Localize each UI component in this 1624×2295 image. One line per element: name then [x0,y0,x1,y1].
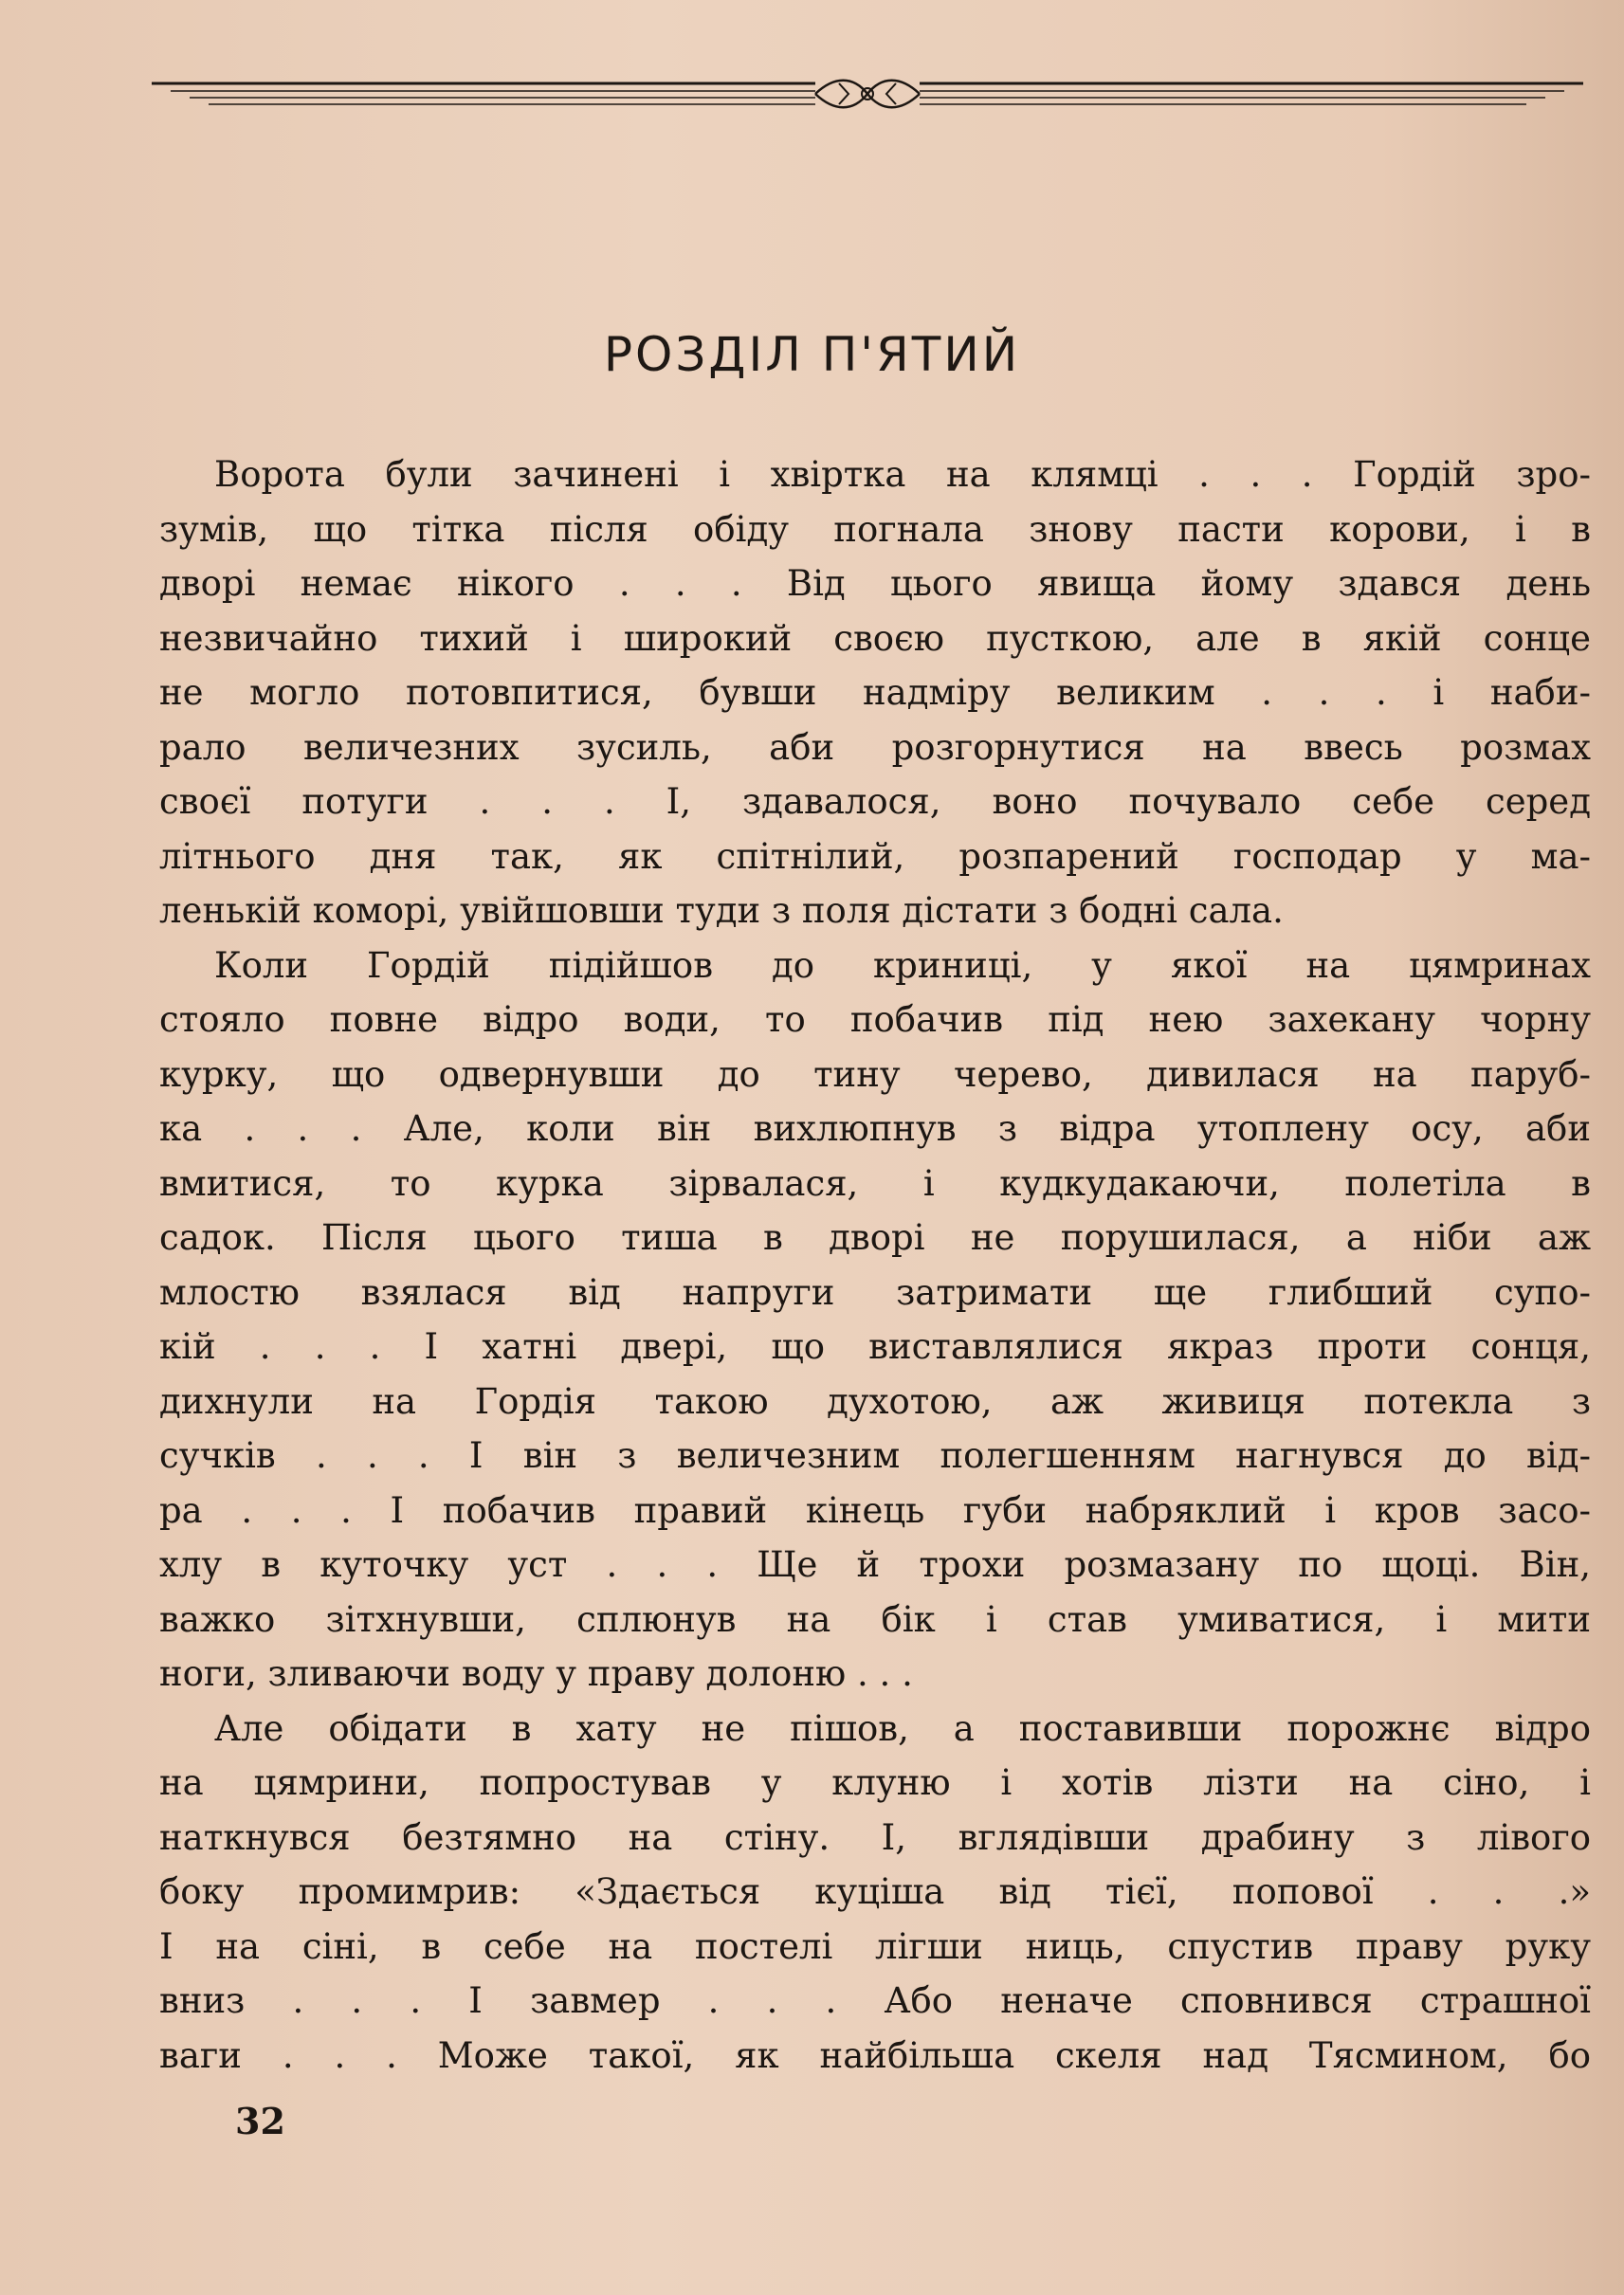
text-line: дворі немає нікого . . . Від цього явища йому здався день [159,563,1591,604]
text-line: вмитися, то курка зірвалася, і кудкудакаючи, полетіла в [159,1162,1591,1204]
text-line: Ворота були зачинені і хвіртка на клямці . . . Гордій зро- [214,454,1591,495]
text-line: зумів, що тітка після обіду погнала знову пасти корови, і в [159,508,1591,550]
page-number: 32 [235,2100,285,2142]
text-line: сучків . . . І він з величезним полегшенням нагнувся до від- [159,1435,1591,1476]
text-line: садок. Після цього тиша в дворі не порушилася, а ніби аж [159,1217,1591,1258]
text-line: важко зітхнувши, сплюнув на бік і став умиватися, і мити [159,1598,1591,1640]
text-line: літнього дня так, як спітнілий, розпарений господар у ма- [159,835,1591,877]
header-ornament [152,66,1583,123]
text-line: Але обідати в хату не пішов, а поставивши порожнє відро [214,1707,1591,1749]
text-line: вниз . . . І завмер . . . Або неначе сповнився страшної [159,1980,1591,2021]
text-line: ленькій коморі, увійшовши туди з поля дістати з бодні сала. [159,890,1284,931]
text-line: ра . . . І побачив правий кінець губи набряклий і кров засо- [159,1489,1591,1531]
text-line: на цямрини, попростував у клуню і хотів лізти на сіно, і [159,1762,1591,1803]
text-line: млостю взялася від напруги затримати ще глибший супо- [159,1271,1591,1313]
text-line: рало величезних зусиль, аби розгорнутися на ввесь розмах [159,726,1591,768]
text-line: наткнувся безтямно на стіну. І, вглядівши драбину з лівого [159,1816,1591,1858]
text-line: не могло потовпитися, бувши надміру великим . . . і наби- [159,672,1591,713]
chapter-title: РОЗДІЛ П'ЯТИЙ [603,327,1021,382]
text-line: ваги . . . Може такої, як найбільша скеля над Тясмином, бо [159,2034,1591,2076]
text-line: курку, що одвернувши до тину черево, дивилася на паруб- [159,1053,1591,1095]
text-line: ноги, зливаючи воду у праву долоню . . . [159,1653,913,1694]
text-line: дихнули на Гордія такою духотою, аж живиця потекла з [159,1380,1591,1422]
text-line: кій . . . І хатні двері, що виставлялися якраз проти сонця, [159,1326,1591,1367]
text-line: ка . . . Але, коли він вихлюпнув з відра утоплену осу, аби [159,1108,1591,1149]
text-line: Коли Гордій підійшов до криниці, у якої на цямринах [214,944,1591,986]
text-line: І на сіні, в себе на постелі лігши ниць, спустив праву руку [159,1925,1591,1967]
text-line: хлу в куточку уст . . . Ще й трохи розмазану по щоці. Він, [159,1544,1591,1585]
text-line: стояло повне відро води, то побачив під нею захекану чорну [159,999,1591,1040]
text-line: боку промимрив: «Здається куціша від тієї, попової . . .» [159,1871,1591,1912]
body-text [159,447,1591,2083]
text-line: своєї потуги . . . І, здавалося, воно почувало себе серед [159,781,1591,822]
text-line: незвичайно тихий і широкий своєю пусткою, але в якій сонце [159,617,1591,659]
